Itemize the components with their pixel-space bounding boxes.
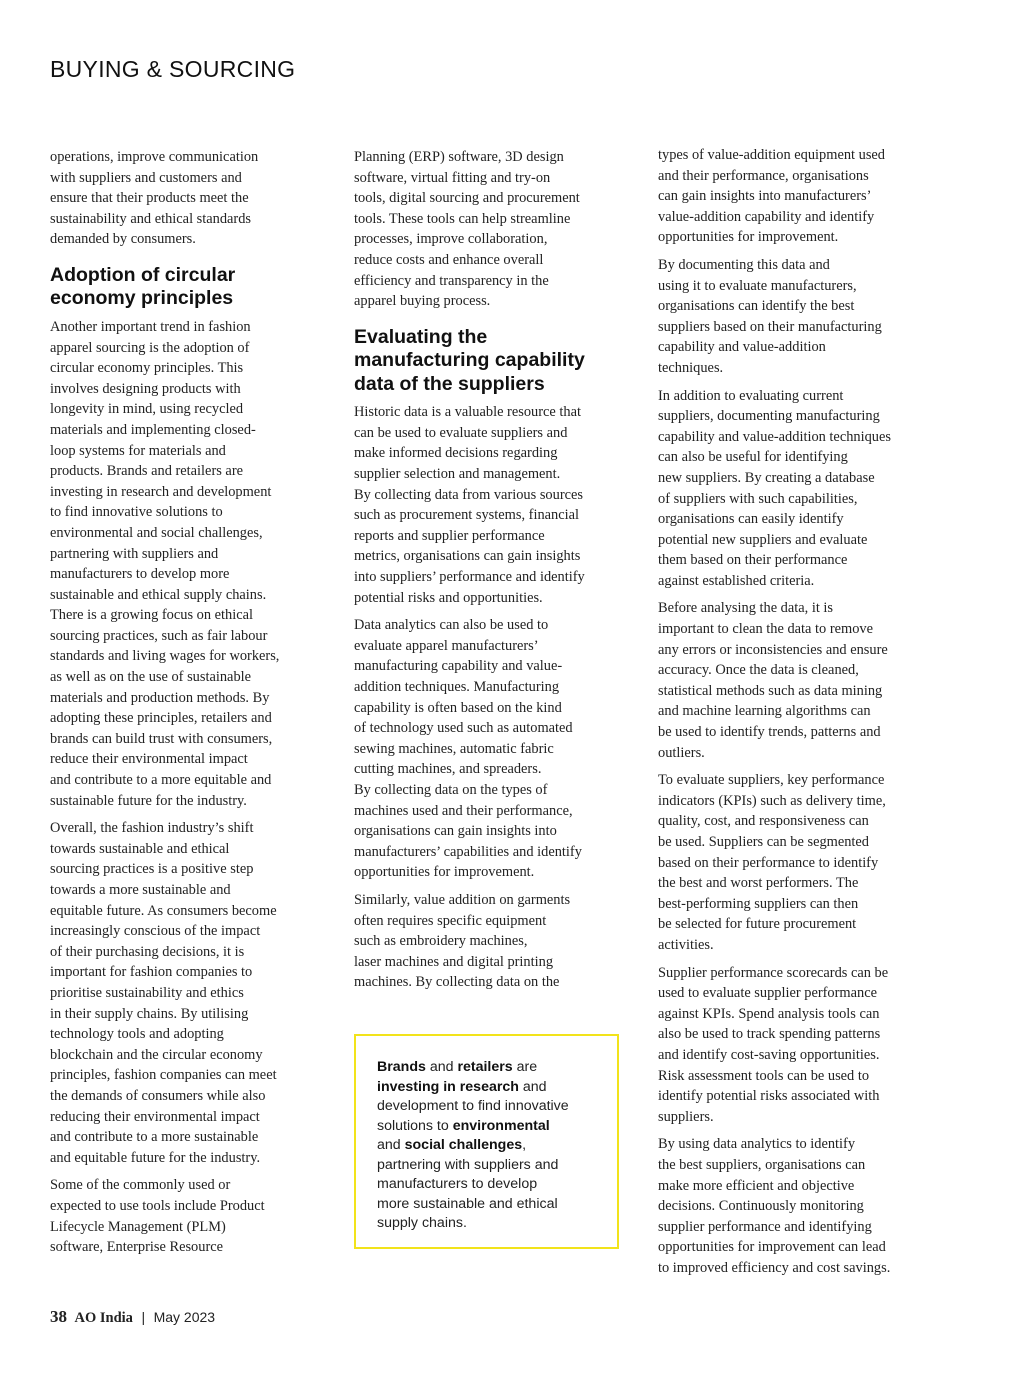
paragraph: In addition to evaluating current suppliers, documenting manufacturing capability and value-addition techniques can also be useful for identifying new suppliers. By creating a database of suppliers with such capabilities, organisations can easily identify potential new suppliers and evaluate them based on their performance against established criteria. bbox=[658, 387, 891, 589]
pull-quote-line: development to find innovative bbox=[377, 1098, 569, 1114]
article-column-3 bbox=[658, 145, 926, 1285]
pull-quote-line: investing in research and bbox=[377, 1078, 547, 1095]
pull-quote-line: Brands and retailers are bbox=[377, 1059, 538, 1075]
pull-quote-line: manufacturers to develop bbox=[377, 1176, 538, 1192]
subheading-evaluating-suppliers: Evaluating the manufacturing capability data of the suppliers bbox=[354, 325, 585, 395]
paragraph: Some of the commonly used or expected to use tools include Product Lifecycle Management (PLM) software, Enterprise Resource bbox=[50, 1177, 265, 1256]
pull-quote-line: and social challenges, bbox=[377, 1137, 527, 1153]
paragraph: By documenting this data and using it to evaluate manufacturers, organisations can identify the best suppliers based on their manufacturing capability and value-addition techniques. bbox=[658, 256, 882, 376]
pull-quote-line: partnering with suppliers and bbox=[377, 1156, 559, 1173]
subheading-circular-economy: Adoption of circular economy principles bbox=[50, 263, 236, 310]
magazine-name: AO India bbox=[74, 1310, 133, 1326]
paragraph: Supplier performance scorecards can be used to evaluate supplier performance against KPIs. Spend analysis tools can also be used to track spending patterns and identify cost-saving opportunities. Risk assessment tools can be used to identify potential risks associated with suppliers. bbox=[658, 964, 889, 1125]
article-column-2 bbox=[354, 147, 622, 1000]
pull-quote-line: solutions to environmental bbox=[377, 1117, 550, 1134]
pull-quote-line: supply chains. bbox=[377, 1215, 467, 1231]
page-footer bbox=[50, 1307, 215, 1327]
paragraph: Overall, the fashion industry’s shift towards sustainable and ethical sourcing practices is a positive step towards a more sustainable and equitable future. As consumers become increasingly conscious of the impact of their purchasing decisions, it is important for fashion companies to prioritise sustainability and ethics in their supply chains. By utilising technology tools and adopting blockchain and the circular economy principles, fashion companies can meet the demands of consumers while also reducing their environmental impact and contribute to a more sustainable and equitable future for the industry. bbox=[50, 820, 277, 1166]
footer-separator: | bbox=[141, 1309, 146, 1325]
paragraph: Another important trend in fashion apparel sourcing is the adoption of circular economy principles. This involves designing products with longevity in mind, using recycled materials and implementing closed- loop systems for materials and products. Brands and retailers are investing in research and development to find innovative solutions to environmental and social challenges, partnering with suppliers and manufacturers to develop more sustainable and ethical supply chains. There is a growing focus on ethical sourcing practices, such as fair labour standards and living wages for workers, as well as on the use of sustainable materials and production methods. By adopting these principles, retailers and brands can build trust with consumers, reduce their environmental impact and contribute to a more equitable and sustainable future for the industry. bbox=[50, 318, 280, 809]
paragraph: Planning (ERP) software, 3D design software, virtual fitting and try-on tools, digital sourcing and procurement tools. These tools can help streamline processes, improve collaboration, reduce costs and enhance overall efficiency and transparency in the apparel buying process. bbox=[354, 149, 580, 310]
page-number: 38 bbox=[50, 1307, 67, 1326]
pull-quote-line: more sustainable and ethical bbox=[377, 1195, 558, 1212]
paragraph: Before analysing the data, it is important to clean the data to remove any errors or inconsistencies and ensure accuracy. Once the data is cleaned, statistical methods such as data mining and machine learning algorithms can be used to identify trends, patterns and outliers. bbox=[658, 600, 888, 761]
paragraph: By using data analytics to identify the best suppliers, organisations can make more efficient and objective decisions. Continuously monitoring supplier performance and identifying opportunities for improvement can lead to improved efficiency and cost savings. bbox=[658, 1136, 891, 1276]
paragraph: operations, improve communication with suppliers and customers and ensure that their products meet the sustainability and ethical standards demanded by consumers. bbox=[50, 149, 259, 248]
paragraph: To evaluate suppliers, key performance indicators (KPIs) such as delivery time, quality, cost, and responsiveness can be used. Suppliers can be segmented based on their performance to identify the best and worst performers. The best-performing suppliers can then be selected for future procurement activities. bbox=[658, 772, 886, 953]
paragraph: Historic data is a valuable resource that can be used to evaluate suppliers and make informed decisions regarding supplier selection and management. By collecting data from various sources such as procurement systems, financial reports and supplier performance metrics, organisations can gain insights into suppliers’ performance and identify potential risks and opportunities. bbox=[354, 404, 585, 606]
section-title: BUYING & SOURCING bbox=[50, 56, 296, 82]
article-column-1 bbox=[50, 147, 318, 1265]
paragraph: Data analytics can also be used to evaluate apparel manufacturers’ manufacturing capability and value- addition techniques. Manufacturing capability is often based on the kind of technology used such as automated sewing machines, automatic fabric cutting machines, and spreaders. By collecting data on the types of machines used and their performance, organisations can gain insights into manufacturers’ capabilities and identify opportunities for improvement. bbox=[354, 617, 582, 881]
issue-date: May 2023 bbox=[153, 1309, 216, 1325]
pull-quote-box bbox=[354, 1034, 619, 1249]
paragraph: types of value-addition equipment used and their performance, organisations can gain insights into manufacturers’ value-addition capability and identify opportunities for improvement. bbox=[658, 147, 885, 246]
paragraph: Similarly, value addition on garments often requires specific equipment such as embroidery machines, laser machines and digital printing machines. By collecting data on the bbox=[354, 891, 571, 991]
